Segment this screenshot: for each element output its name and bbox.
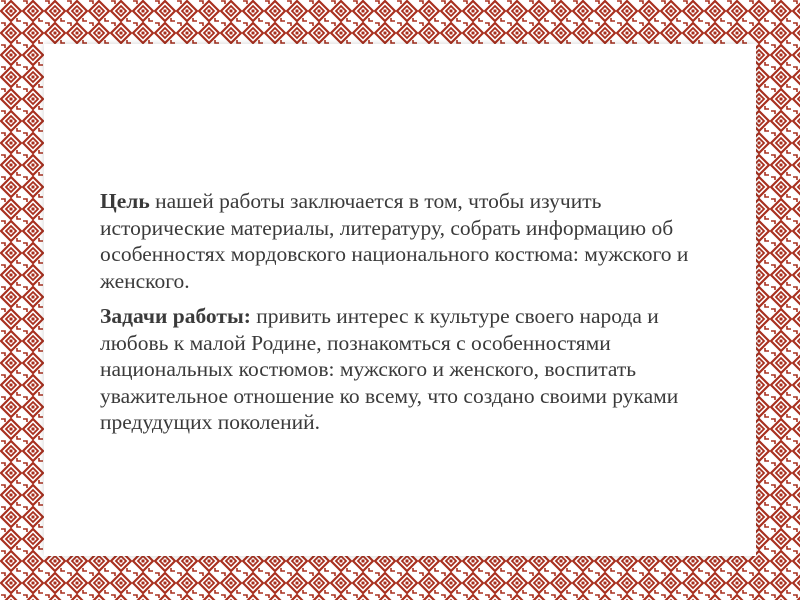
tasks-label: Задачи работы: bbox=[100, 304, 251, 328]
tasks-text: привить интерес к культуре своего народа и любовь к малой Родине, познакомться с особенностями национальных костюмов: мужского и женского, воспитать уважительное отношение ко всему, что создано своими руками предудущих поколений. bbox=[100, 304, 679, 434]
goal-label: Цель bbox=[100, 189, 150, 213]
goal-paragraph bbox=[100, 188, 700, 294]
slide-text bbox=[100, 188, 700, 436]
tasks-paragraph bbox=[100, 303, 700, 436]
goal-text: нашей работы заключается в том, чтобы изучить исторические материалы, литературу, собрать информацию об особенностях мордовского национального костюма: мужского и женского. bbox=[100, 189, 689, 293]
